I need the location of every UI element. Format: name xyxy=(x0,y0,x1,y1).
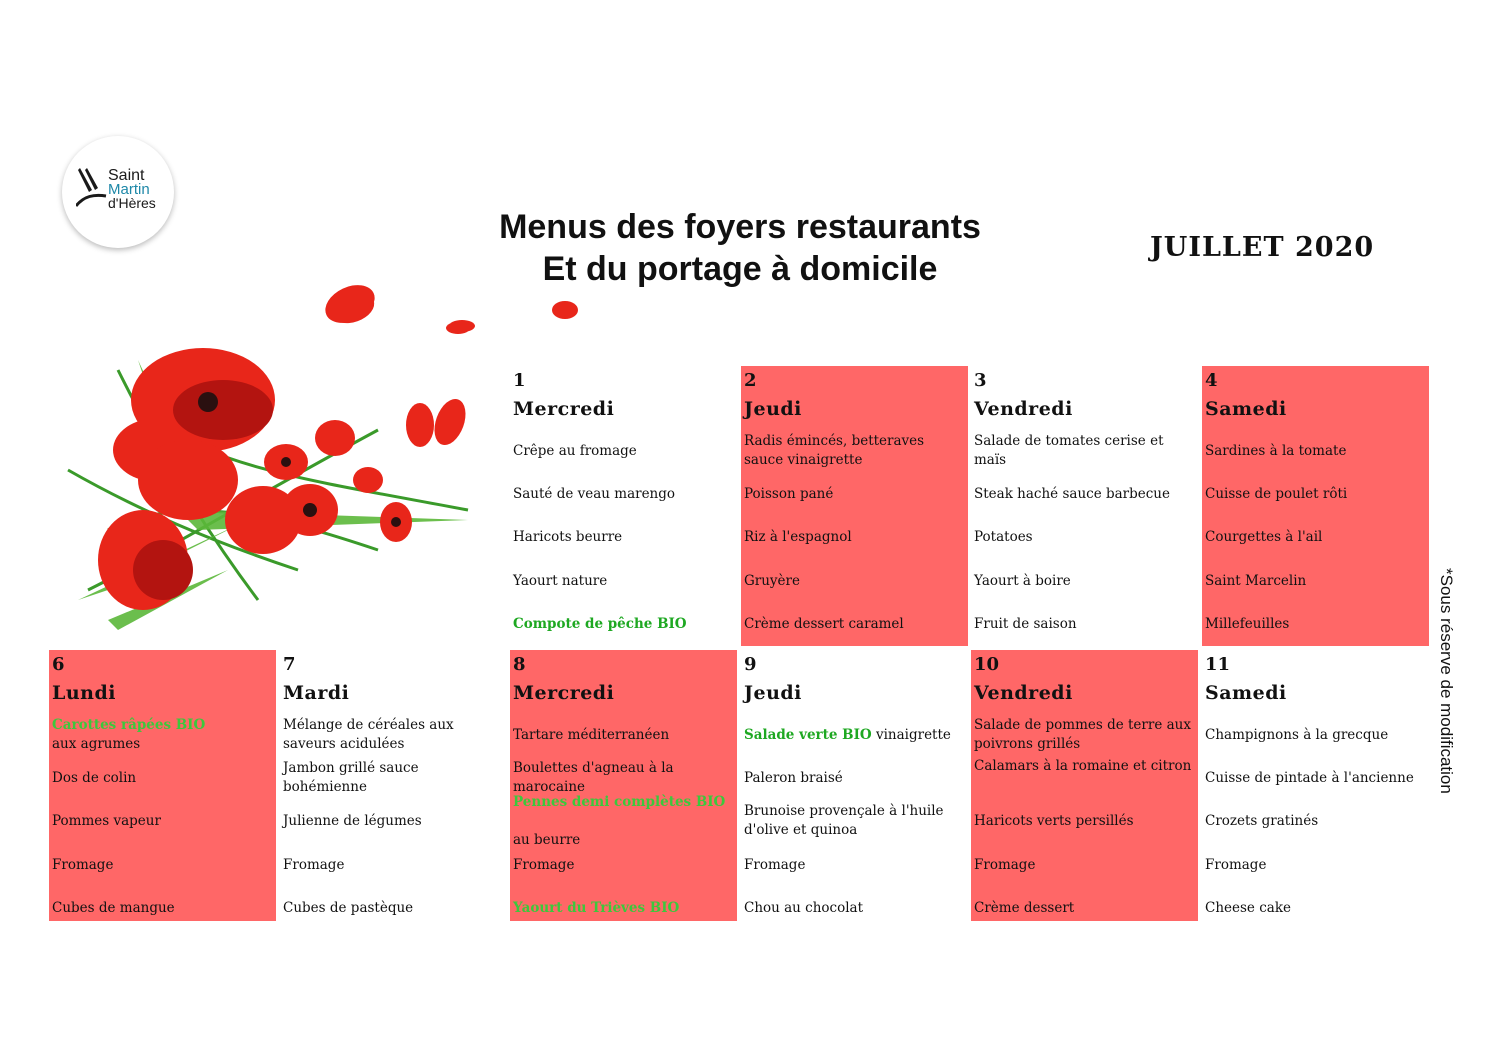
menu-dairy: Fromage xyxy=(283,856,345,873)
menu-starter: Salade verte BIO vinaigrette xyxy=(744,726,951,743)
menu-dessert: Crème dessert xyxy=(974,899,1075,916)
day-number: 11 xyxy=(1205,654,1231,675)
menu-starter: Crêpe au fromage xyxy=(513,442,637,459)
menu-dairy: Fromage xyxy=(52,856,114,873)
day-name: Lundi xyxy=(52,682,116,704)
menu-starter: Sardines à la tomate xyxy=(1205,442,1347,459)
menu-main: Steak haché sauce barbecue xyxy=(974,485,1170,502)
menu-main: Cuisse de pintade à l'ancienne xyxy=(1205,769,1414,786)
day-number: 4 xyxy=(1205,370,1218,391)
menu-dessert: Chou au chocolat xyxy=(744,899,864,916)
menu-main: Poisson pané xyxy=(744,485,834,502)
day-cell-6 xyxy=(49,650,276,921)
saint-martin-dheres-logo xyxy=(62,136,174,248)
day-name: Samedi xyxy=(1205,398,1287,420)
menu-dessert: Crème dessert caramel xyxy=(744,615,904,632)
menu-side: Julienne de légumes xyxy=(283,812,422,829)
menu-starter: Champignons à la grecque xyxy=(1205,726,1389,743)
logo-mark-icon xyxy=(76,166,108,212)
menu-starter: Carottes râpées BIO aux agrumes xyxy=(52,717,206,752)
title-line-1: Menus des foyers restaurants xyxy=(499,208,981,246)
menu-dessert: Compote de pêche BIO xyxy=(513,615,687,632)
day-number: 7 xyxy=(283,654,296,675)
menu-main: Boulettes d'agneau à la marocaine xyxy=(513,760,674,795)
menu-side: Potatoes xyxy=(974,528,1033,545)
menu-dairy: Saint Marcelin xyxy=(1205,572,1307,589)
menu-dairy: Gruyère xyxy=(744,572,800,589)
petal-decor xyxy=(320,280,580,350)
logo-line-2: Martin xyxy=(108,181,150,198)
day-cell-9 xyxy=(741,650,968,921)
menu-main: Calamars à la romaine et citron xyxy=(974,758,1192,774)
menu-starter: Mélange de céréales aux saveurs acidulées xyxy=(283,717,454,752)
day-name: Jeudi xyxy=(744,398,802,420)
day-number: 2 xyxy=(744,370,757,391)
menu-dairy: Fromage xyxy=(1205,856,1267,873)
page-title xyxy=(420,206,1060,290)
menu-side: Haricots beurre xyxy=(513,528,623,545)
day-cell-4 xyxy=(1202,366,1429,646)
menu-main: Paleron braisé xyxy=(744,769,843,786)
day-cell-3 xyxy=(971,366,1198,646)
month-label: JUILLET 2020 xyxy=(1150,232,1375,263)
day-name: Samedi xyxy=(1205,682,1287,704)
menu-starter: Salade de pommes de terre aux poivrons grillés xyxy=(974,717,1191,752)
day-cell-8 xyxy=(510,650,737,921)
day-cell-2 xyxy=(741,366,968,646)
menu-dessert: Yaourt du Trièves BIO xyxy=(513,899,680,916)
day-name: Mercredi xyxy=(513,682,615,704)
menu-dessert: Millefeuilles xyxy=(1205,615,1290,632)
menu-side: Pennes demi complètes BIO au beurre xyxy=(513,793,726,848)
menu-dairy: Yaourt nature xyxy=(513,572,608,589)
logo-line-3: d'Hères xyxy=(108,195,156,211)
day-cell-1 xyxy=(510,366,737,646)
day-name: Jeudi xyxy=(744,682,802,704)
menu-main: Sauté de veau marengo xyxy=(513,485,676,502)
day-number: 3 xyxy=(974,370,987,391)
day-number: 8 xyxy=(513,654,526,675)
menu-main: Jambon grillé sauce bohémienne xyxy=(283,760,419,795)
menu-side: Crozets gratinés xyxy=(1205,812,1319,829)
title-line-2: Et du portage à domicile xyxy=(542,250,938,288)
menu-side: Brunoise provençale à l'huile d'olive et quinoa xyxy=(744,803,944,838)
menu-starter: Radis émincés, betteraves sauce vinaigrette xyxy=(744,433,925,468)
day-number: 6 xyxy=(52,654,65,675)
day-cell-11 xyxy=(1202,650,1429,921)
menu-side: Haricots verts persillés xyxy=(974,812,1134,829)
menu-main: Cuisse de poulet rôti xyxy=(1205,485,1348,502)
day-name: Mardi xyxy=(283,682,350,704)
day-number: 10 xyxy=(974,654,1000,675)
logo-line-1: Saint xyxy=(108,167,145,184)
menu-side: Courgettes à l'ail xyxy=(1205,528,1323,545)
disclaimer-note: *Sous réserve de modification xyxy=(1437,568,1456,794)
day-name: Mercredi xyxy=(513,398,615,420)
menu-starter: Tartare méditerranéen xyxy=(513,726,670,743)
menu-side: Riz à l'espagnol xyxy=(744,528,852,545)
menu-dessert: Cheese cake xyxy=(1205,899,1291,916)
day-number: 1 xyxy=(513,370,526,391)
menu-main: Dos de colin xyxy=(52,769,137,786)
menu-dessert: Cubes de pastèque xyxy=(283,899,414,916)
menu-side: Pommes vapeur xyxy=(52,812,161,829)
menu-dairy: Fromage xyxy=(744,856,806,873)
day-name: Vendredi xyxy=(974,682,1073,704)
day-cell-10 xyxy=(971,650,1198,921)
menu-dessert: Fruit de saison xyxy=(974,615,1077,632)
day-number: 9 xyxy=(744,654,757,675)
menu-dairy: Fromage xyxy=(513,856,575,873)
petal-decor-2 xyxy=(410,380,490,470)
menu-dairy: Fromage xyxy=(974,856,1036,873)
menu-dessert: Cubes de mangue xyxy=(52,899,175,916)
day-name: Vendredi xyxy=(974,398,1073,420)
menu-starter: Salade de tomates cerise et maïs xyxy=(974,433,1164,468)
menu-dairy: Yaourt à boire xyxy=(974,572,1071,589)
day-cell-7 xyxy=(280,650,507,921)
